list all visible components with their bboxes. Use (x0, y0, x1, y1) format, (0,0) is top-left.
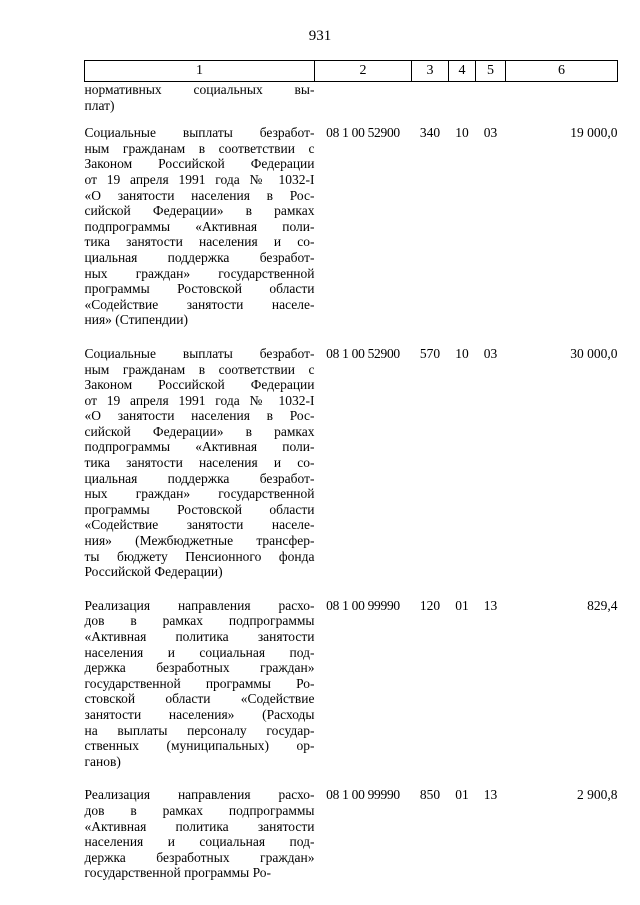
description-line: государственной программы Ро- (84, 675, 315, 691)
description-line: ты бюджету Пенсионного фонда (84, 548, 315, 564)
description-line: нормативных социальных вы- (84, 82, 315, 97)
table-body (85, 82, 618, 899)
table-row (85, 346, 618, 598)
section-code: 10 (455, 125, 469, 141)
target-article-code (315, 82, 412, 126)
column-number-header (85, 61, 618, 82)
description-line: «Активная политика занятости (84, 818, 315, 834)
description-line: от 19 апреля 1991 года № 1032-I (84, 392, 315, 408)
amount-value: 829,4 (587, 597, 618, 613)
description-line: Законом Российской Федерации (84, 377, 315, 393)
subsection-code: 13 (483, 597, 498, 613)
target-article-code: 08 1 00 99990 (326, 597, 400, 613)
expense-type-code: 570 (419, 345, 441, 361)
column-header-5: 5 (476, 61, 506, 82)
description-line: Реализация направления расхо- (84, 597, 315, 613)
subsection-code: 13 (483, 787, 498, 803)
description-line: дов в рамках подпрограммы (84, 613, 315, 629)
description-line: «О занятости населения в Рос- (84, 187, 315, 203)
budget-table (84, 60, 618, 899)
subsection-code (476, 82, 506, 126)
description-line: сийской Федерации» в рамках (84, 423, 315, 439)
description-line: ных граждан» государственной (84, 265, 315, 281)
description-line: циальная поддержка безработ- (84, 470, 315, 486)
description-line: тика занятости населения и со- (84, 455, 315, 471)
column-header-2: 2 (315, 61, 412, 82)
description-line: занятости населения» (Расходы (84, 706, 315, 722)
expense-description (85, 787, 315, 899)
amount-value (506, 82, 618, 126)
amount-value: 30 000,0 (570, 345, 618, 361)
description-line: ния» (Межбюджетные трансфер- (84, 533, 315, 549)
description-line: «О занятости населения в Рос- (84, 408, 315, 424)
column-header-6: 6 (506, 61, 618, 82)
description-line: стовской области «Содействие (84, 691, 315, 707)
description-line: «Содействие занятости населе- (84, 296, 315, 312)
description-line: на выплаты персоналу государ- (84, 722, 315, 738)
description-line: программы Ростовской области (84, 501, 315, 517)
expense-description (85, 346, 315, 598)
description-line: Российской Федерации) (84, 564, 223, 580)
description-line: «Активная политика занятости (84, 629, 315, 644)
description-line: Социальные выплаты безработ- (84, 345, 315, 361)
table-row (85, 82, 618, 126)
section-code (449, 82, 476, 126)
expense-description (85, 82, 315, 126)
description-line: дов в рамках подпрограммы (84, 802, 315, 818)
description-line: Реализация направления расхо- (84, 787, 315, 803)
target-article-code: 08 1 00 52900 (326, 125, 400, 141)
section-code: 01 (455, 787, 469, 803)
description-line: ных граждан» государственной (84, 486, 315, 502)
subsection-code: 03 (483, 125, 498, 141)
section-code: 01 (455, 597, 469, 613)
description-line: тика занятости населения и со- (84, 234, 315, 250)
description-line: циальная поддержка безработ- (84, 249, 315, 265)
expense-type-code: 340 (419, 125, 441, 141)
description-line: подпрограммы «Активная поли- (84, 439, 315, 455)
description-line: держка безработных граждан» (84, 849, 315, 865)
target-article-code: 08 1 00 52900 (326, 345, 400, 361)
description-line: ния» (Стипендии) (84, 312, 188, 328)
description-line: населения и социальная под- (84, 834, 315, 850)
description-line: населения и социальная под- (84, 644, 315, 660)
description-line: подпрограммы «Активная поли- (84, 218, 315, 234)
table-row (85, 598, 618, 788)
column-header-3: 3 (412, 61, 449, 82)
expense-description (85, 125, 315, 346)
table-row (85, 787, 618, 899)
description-line: ственных (муниципальных) ор- (84, 738, 315, 754)
description-line: ным гражданам в соответствии с (84, 140, 315, 156)
description-line: Социальные выплаты безработ- (84, 125, 315, 141)
description-line: сийской Федерации» в рамках (84, 203, 315, 219)
column-header-4: 4 (449, 61, 476, 82)
page-number: 931 (308, 28, 332, 44)
target-article-code: 08 1 00 99990 (326, 787, 400, 803)
table-row (85, 125, 618, 346)
expense-description (85, 598, 315, 788)
expense-type-code (412, 82, 449, 126)
description-line: «Содействие занятости населе- (84, 517, 315, 533)
section-code: 10 (455, 345, 469, 361)
description-line: плат) (84, 97, 115, 113)
description-line: государственной программы Ро- (84, 865, 272, 881)
subsection-code: 03 (483, 345, 498, 361)
column-header-1: 1 (85, 61, 315, 82)
amount-value: 19 000,0 (570, 125, 618, 141)
description-line: Законом Российской Федерации (84, 156, 315, 172)
description-line: ганов) (84, 753, 121, 769)
description-line: держка безработных граждан» (84, 660, 315, 676)
expense-type-code: 850 (419, 787, 441, 803)
description-line: программы Ростовской области (84, 281, 315, 297)
expense-type-code: 120 (419, 597, 441, 613)
description-line: от 19 апреля 1991 года № 1032-I (84, 171, 315, 187)
description-line: ным гражданам в соответствии с (84, 361, 315, 377)
amount-value: 2 900,8 (577, 787, 618, 803)
